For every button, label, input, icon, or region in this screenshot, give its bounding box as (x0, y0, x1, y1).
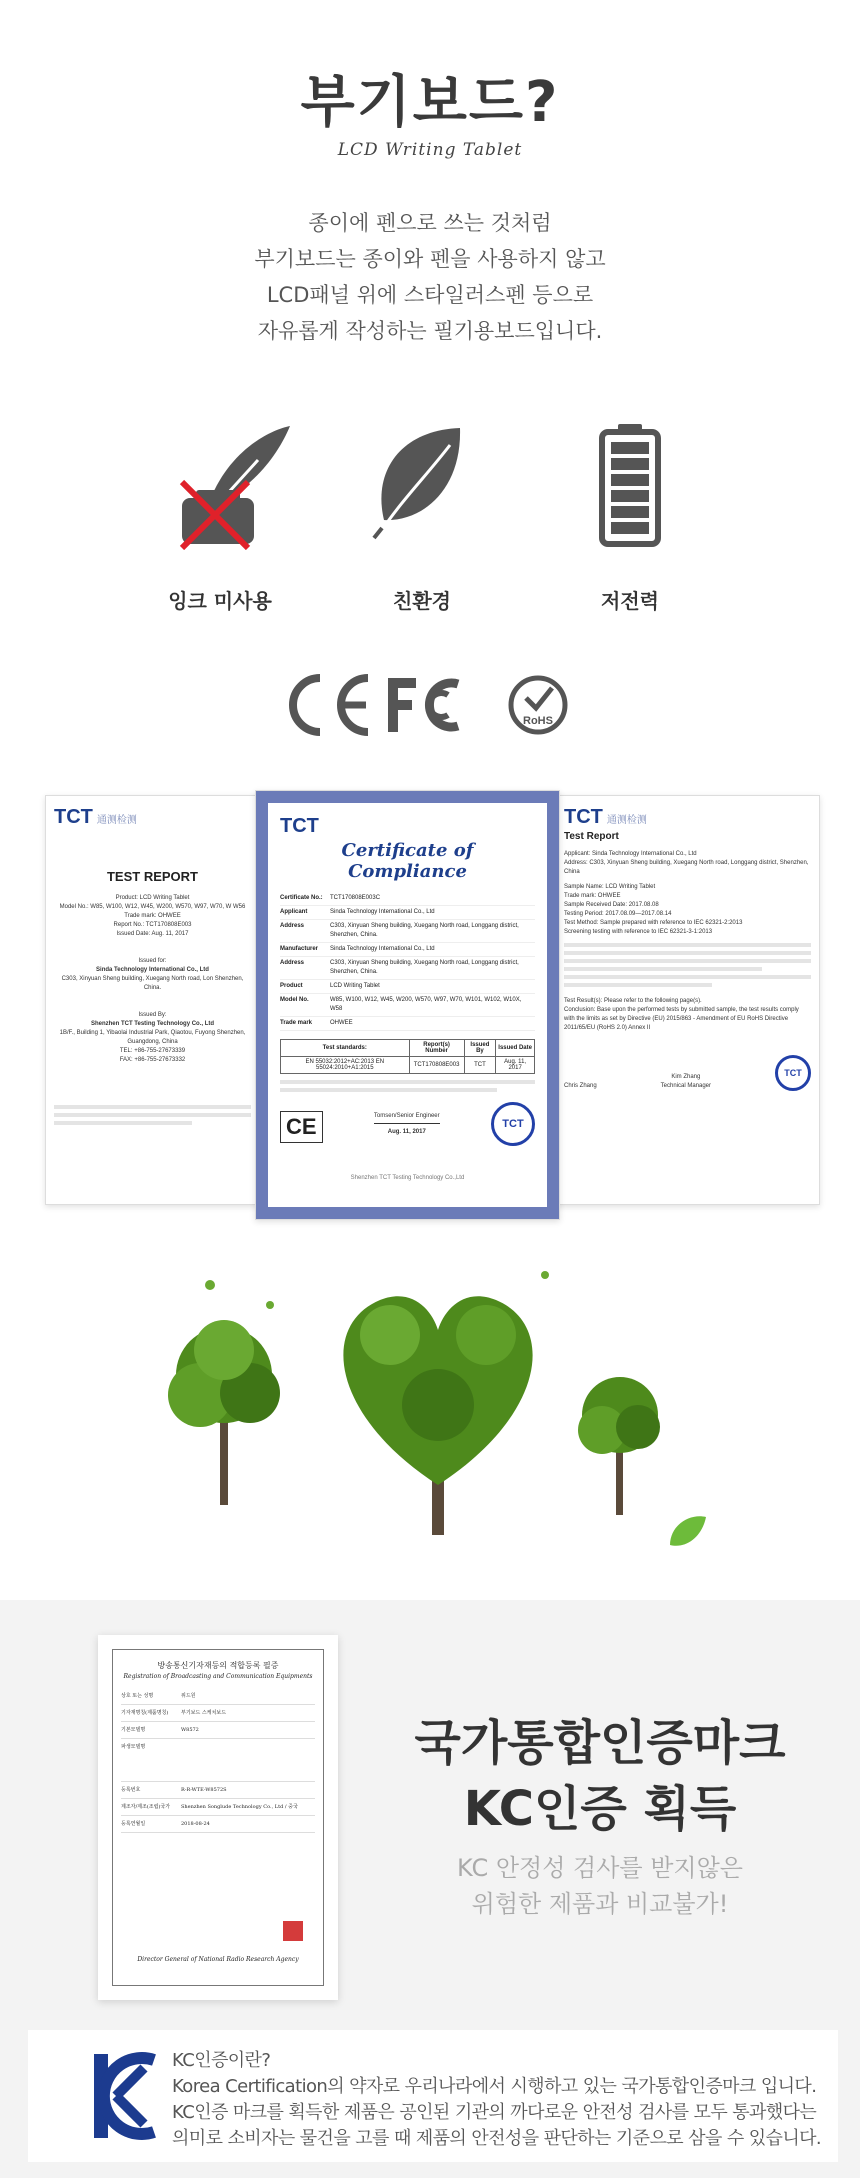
kc-doc-agency: Director General of National Radio Research Agency (137, 1956, 299, 1963)
tct-logo: TCT (564, 806, 603, 828)
feature-low-power (520, 420, 740, 613)
report-line: Issued Date: Aug. 11, 2017 (116, 931, 189, 937)
official-stamp-icon (283, 1921, 303, 1941)
certificate-of-compliance (255, 790, 560, 1220)
table-header: Report(s) Number (409, 1040, 464, 1057)
table-cell: TCT170808E003 (409, 1057, 464, 1074)
table-cell: Aug. 11, 2017 (496, 1057, 535, 1074)
falling-leaf-icon (670, 1516, 706, 1546)
fcc-mark-icon (388, 678, 458, 732)
rohs-text: RoHS (523, 715, 553, 727)
cert-bottom (280, 1102, 535, 1146)
report-line: Issued for: (138, 958, 167, 964)
no-ink-quill-icon (140, 420, 300, 550)
report-line: FAX: +86-755-27673332 (119, 1057, 186, 1063)
signed-by-block (661, 1073, 711, 1091)
report-line: Testing Period: 2017.08.09—2017.08.14 (564, 911, 672, 917)
kc-sub-line: 위험한 제품과 비교불가! (471, 1890, 729, 1918)
kc-info-text (172, 2048, 822, 2152)
kc-doc-row: 파생모델명 (121, 1739, 315, 1782)
report-fine-print (54, 1105, 251, 1125)
report-body (564, 850, 811, 1033)
description-line: LCD패널 위에 스타일러스펜 등으로 (266, 283, 594, 307)
report-line: Sample Name: LCD Writing Tablet (564, 884, 656, 890)
kc-doc-subtitle: Registration of Broadcasting and Communication Equipments (123, 1673, 313, 1680)
intro-description (0, 205, 860, 349)
checked-by: Chris Zhang (564, 1083, 597, 1089)
feature-no-ink (110, 420, 330, 613)
test-report-left (45, 795, 260, 1205)
report-line: Sinda Technology International Co., Ltd (96, 967, 209, 973)
kc-sub-line: KC 안정성 검사를 받지않은 (457, 1854, 743, 1882)
page-subtitle: LCD Writing Tablet (337, 140, 523, 160)
cert-row: Manufacturer Sinda Technology International Co., Ltd (280, 943, 535, 957)
left-tree-icon (168, 1320, 280, 1505)
kc-heading-line: 국가통합인증마크 (414, 1715, 786, 1771)
table-cell: TCT (464, 1057, 496, 1074)
report-heading: TEST REPORT (106, 869, 198, 884)
report-line: Sample Received Date: 2017.08.08 (564, 902, 659, 908)
feature-label: 잉크 미사용 (168, 589, 272, 613)
cert-row: Address C303, Xinyuan Sheng building, Xuegang North road, Longgang district, Shenzhen, China. (280, 957, 535, 980)
feature-label: 친환경 (393, 589, 451, 613)
ce-mark-icon: CE (280, 1111, 323, 1143)
cert-row: Certificate No.: TCT170808E003C (280, 892, 535, 906)
page-title: 부기보드? (300, 70, 560, 135)
certification-logos (280, 670, 580, 740)
table-cell: EN 55032:2012+AC:2013 EN 55024:2010+A1:2015 (281, 1057, 410, 1074)
report-line: Trade mark: OHWEE (564, 893, 621, 899)
report-line: 1B/F., Building 1, Yibaolai Industrial Park, Qiaotou, Fuyong Shenzhen, Guangdong, China (59, 1030, 246, 1045)
standards-table (280, 1039, 535, 1074)
tct-logo-sub: 通测检测 (96, 815, 137, 826)
report-line: Conclusion: Base upon the performed tests by submitted sample, the test results comply with the limits as set by Directive (EU) 2015/863 - Amendment of EU RoHS Directive 2011/65/EU (RoHS 2.0) Annex II (564, 1007, 799, 1031)
report-line: Screening testing with reference to IEC 62321-3-1:2013 (564, 929, 713, 935)
report-line: TEL: +86-755-27673339 (119, 1048, 186, 1054)
report-line: Issued By: (138, 1012, 167, 1018)
kc-registration-document (98, 1635, 338, 2000)
kc-heading-line: KC인증 획득 (463, 1781, 737, 1837)
description-line: 부기보드는 종이와 펜을 사용하지 않고 (254, 247, 606, 271)
tct-logo: TCT (54, 806, 93, 828)
kc-doc-title: 방송통신기자재등의 적합등록 필증 (157, 1661, 279, 1670)
tct-logo: TCT (280, 815, 319, 837)
kc-doc-row: 기본모델명 W8572 (121, 1722, 315, 1739)
cert-footer: Shenzhen TCT Testing Technology Co.,Ltd (350, 1175, 465, 1181)
battery-icon (550, 420, 710, 550)
heart-trees-illustration (150, 1255, 710, 1555)
report-line: Product: LCD Writing Tablet (115, 895, 190, 901)
cert-row: Product LCD Writing Tablet (280, 980, 535, 994)
rohs-mark-icon (511, 678, 565, 732)
cert-row: Applicant Sinda Technology International Co., Ltd (280, 906, 535, 920)
description-line: 종이에 펜으로 쓰는 것처럼 (308, 211, 552, 235)
report-line: Trade mark: OHWEE (124, 913, 181, 919)
kc-subheading (370, 1850, 830, 1922)
table-header: Issued By (464, 1040, 496, 1057)
test-report-right (555, 795, 820, 1205)
kc-heading (370, 1710, 830, 1842)
report-line: Report No.: TCT170808E003 (113, 922, 192, 928)
cert-row: Trade mark OHWEE (280, 1017, 535, 1031)
report-fine-print (564, 943, 811, 987)
tct-seal-icon: TCT (775, 1055, 811, 1091)
kc-mark-icon (90, 2050, 158, 2142)
kc-info-line: KC인증 마크를 획득한 제품은 공인된 기관의 까다로운 안전성 검사를 모두 통과했다는 (172, 2102, 817, 2123)
leaf-icon (342, 420, 502, 550)
report-signatures (564, 1055, 811, 1091)
feature-eco (312, 420, 532, 613)
kc-info-line: KC인증이란? (172, 2050, 271, 2071)
report-line: Address: C303, Xinyuan Sheng building, Xuegang North road, Longgang district, Shenzhen, China (564, 860, 809, 875)
report-line: Test Method: Sample prepared with reference to IEC 62321-2:2013 (564, 920, 743, 926)
kc-info-line: 의미로 소비자는 물건을 고를 때 제품의 안전성을 판단하는 기준으로 삼을 수 있습니다. (172, 2128, 822, 2149)
report-line: Applicant: Sinda Technology International Co., Ltd (564, 851, 697, 857)
kc-info-line: Korea Certification의 약자로 우리나라에서 시행하고 있는 국가통합인증마크 입니다. (172, 2076, 817, 2097)
cert-row: Address C303, Xinyuan Sheng building, Xuegang North road, Longgang district, Shenzhen, China. (280, 920, 535, 943)
description-line: 자유롭게 작성하는 필기용보드입니다. (257, 319, 603, 343)
table-header: Issued Date (496, 1040, 535, 1057)
signed-by: Kim Zhang (671, 1074, 701, 1080)
report-line: Model No.: W85, W100, W12, W45, W200, W570, W97, W70, W W56 (59, 904, 246, 910)
kc-doc-row: 기자재명칭(제품명칭) 부기보드 스케치보드 (121, 1705, 315, 1722)
kc-doc-row: 제조자/제조(조립)국가 Shenzhen Songlude Technology Co., Ltd / 중국 (121, 1799, 315, 1816)
tct-seal-icon: TCT (491, 1102, 535, 1146)
report-line: Shenzhen TCT Testing Technology Co., Ltd (90, 1021, 215, 1027)
table-header: Test standards: (281, 1040, 410, 1057)
report-body (54, 894, 251, 1065)
kc-doc-row: 상호 또는 성명 위드원 (121, 1688, 315, 1705)
report-line: Test Result(s): Please refer to the following page(s). (564, 998, 702, 1004)
cert-fine-print (280, 1080, 535, 1092)
feature-label: 저전력 (601, 589, 659, 613)
report-heading: Test Report (564, 831, 619, 842)
signed-title: Technical Manager (660, 1083, 712, 1089)
heart-tree-icon (343, 1296, 532, 1535)
cert-signature: Tomsen/Senior Engineer Aug. 11, 2017 (373, 1112, 440, 1135)
tct-logo-sub: 通测检测 (606, 815, 647, 826)
certificate-title: Certificate of Compliance (341, 840, 474, 882)
report-line: C303, Xinyuan Sheng building, Xuegang North road, Lon Shenzhen, China. (61, 976, 244, 991)
ce-mark-icon (293, 678, 368, 732)
right-tree-icon (578, 1377, 660, 1515)
cert-row: Model No. W85, W100, W12, W45, W200, W570, W97, W70, W101, W102, W10X, W58 (280, 994, 535, 1017)
kc-doc-row: 등록연월일 2018-08-24 (121, 1816, 315, 1833)
kc-doc-row: 등록번호 R-R-WTE-W8572S (121, 1782, 315, 1799)
